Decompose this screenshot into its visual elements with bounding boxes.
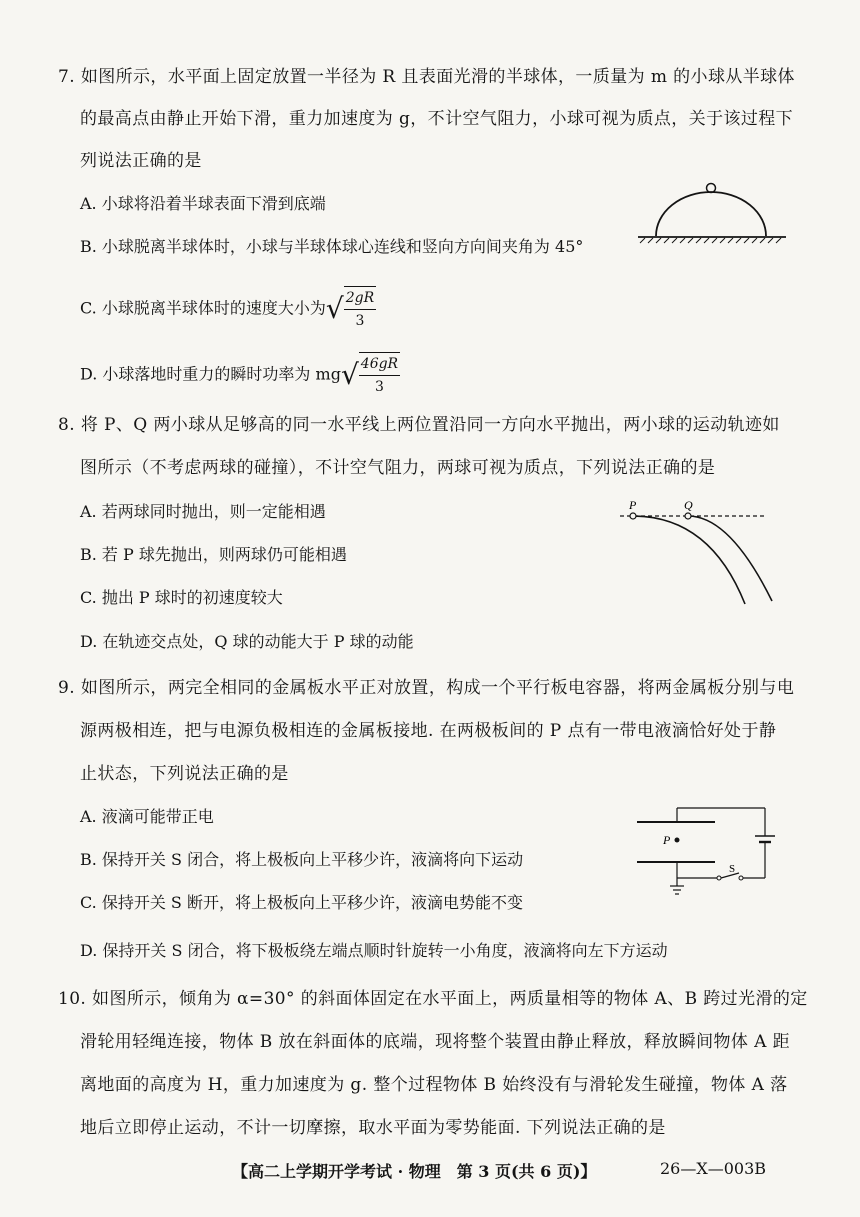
q7-stem-line2: 的最高点由静止开始下滑，重力加速度为 g，不计空气阻力，小球可视为质点，关于该过程下	[80, 109, 794, 129]
switch-contact-left	[717, 876, 721, 880]
q9-stem-line1: 9. 如图所示，两完全相同的金属板水平正对放置，构成一个平行板电容器，将两金属板分别与电	[58, 678, 795, 698]
q9-option-b: B. 保持开关 S 闭合，将上极板向上平移少许，液滴将向下运动	[80, 850, 524, 869]
q7-option-c-text: C. 小球脱离半球体时的速度大小为	[80, 298, 326, 318]
q8-stem-line2: 图所示（不考虑两球的碰撞），不计空气阻力，两球可视为质点，下列说法正确的是	[80, 458, 716, 478]
q8-option-c: C. 抛出 P 球时的初速度较大	[80, 588, 283, 607]
q10-stem-line3: 离地面的高度为 H，重力加速度为 g. 整个过程物体 B 始终没有与滑轮发生碰撞，物体 A 落	[80, 1075, 788, 1095]
q7-option-a: A. 小球将沿着半球表面下滑到底端	[80, 194, 326, 213]
q7-option-d-text: D. 小球落地时重力的瞬时功率为 mg	[80, 364, 341, 384]
fraction-numerator: 46gR	[359, 352, 400, 376]
q9-stem-line3: 止状态，下列说法正确的是	[80, 764, 289, 784]
q7-option-b: B. 小球脱离半球体时，小球与半球体球心连线和竖向方向间夹角为 45°	[80, 237, 584, 256]
q7-option-c-fraction	[344, 286, 376, 332]
q7-option-c	[80, 286, 376, 332]
trajectory-q	[688, 516, 772, 601]
switch-contact-right	[739, 876, 743, 880]
trajectory-p	[633, 516, 745, 604]
fraction-denominator: 3	[374, 379, 384, 395]
page-footer-title: 【高二上学期开学考试 · 物理 第 3 页(共 6 页)】	[232, 1162, 597, 1181]
q7-option-d	[80, 352, 400, 398]
q10-stem-line1: 10. 如图所示，倾角为 α=30° 的斜面体固定在水平面上，两质量相等的物体 A、B 跨过光滑的定	[58, 989, 808, 1009]
sqrt-sign: √	[325, 292, 344, 325]
droplet-point-p	[675, 838, 680, 843]
q8-option-a: A. 若两球同时抛出，则一定能相遇	[80, 502, 326, 521]
q8-option-d: D. 在轨迹交点处，Q 球的动能大于 P 球的动能	[80, 632, 414, 651]
q8-option-b: B. 若 P 球先抛出，则两球仍可能相遇	[80, 545, 347, 564]
q9-option-c: C. 保持开关 S 断开，将上极板向上平移少许，液滴电势能不变	[80, 893, 523, 912]
label-p: P	[629, 498, 637, 512]
sqrt-sign: √	[340, 358, 359, 391]
capacitor-circuit-figure	[625, 806, 785, 896]
hemisphere-figure	[636, 180, 796, 250]
ball-p	[630, 513, 636, 519]
q7-option-d-fraction	[359, 352, 400, 398]
q7-stem-line1: 7. 如图所示，水平面上固定放置一半径为 R 且表面光滑的半球体，一质量为 m 的小球从半球体	[58, 67, 795, 87]
label-p: P	[663, 833, 671, 847]
q8-stem-line1: 8. 将 P、Q 两小球从足够高的同一水平线上两位置沿同一方向水平抛出，两小球的运动轨迹如	[58, 415, 780, 435]
ball-q	[685, 513, 691, 519]
fraction-denominator: 3	[355, 313, 365, 329]
q10-stem-line2: 滑轮用轻绳连接，物体 B 放在斜面体的底端，现将整个装置由静止释放，释放瞬间物体 A 距	[80, 1032, 790, 1052]
q10-stem-line4: 地后立即停止运动，不计一切摩擦，取水平面为零势能面. 下列说法正确的是	[80, 1118, 666, 1138]
ground-hatching	[640, 238, 781, 243]
q7-stem-line3: 列说法正确的是	[80, 151, 202, 171]
page-footer-code: 26—X—003B	[660, 1159, 767, 1178]
hemisphere-outline	[656, 192, 766, 236]
q9-option-d: D. 保持开关 S 闭合，将下极板绕左端点顺时针旋转一小角度，液滴将向左下方运动	[80, 941, 668, 960]
fraction-numerator: 2gR	[344, 286, 376, 310]
trajectory-figure	[615, 496, 780, 608]
q9-stem-line2: 源两极相连，把与电源负极相连的金属板接地. 在两极板间的 P 点有一带电液滴恰好处于静	[80, 721, 777, 741]
label-q: Q	[684, 498, 693, 512]
q9-option-a: A. 液滴可能带正电	[80, 807, 214, 826]
label-s: S	[729, 863, 736, 875]
